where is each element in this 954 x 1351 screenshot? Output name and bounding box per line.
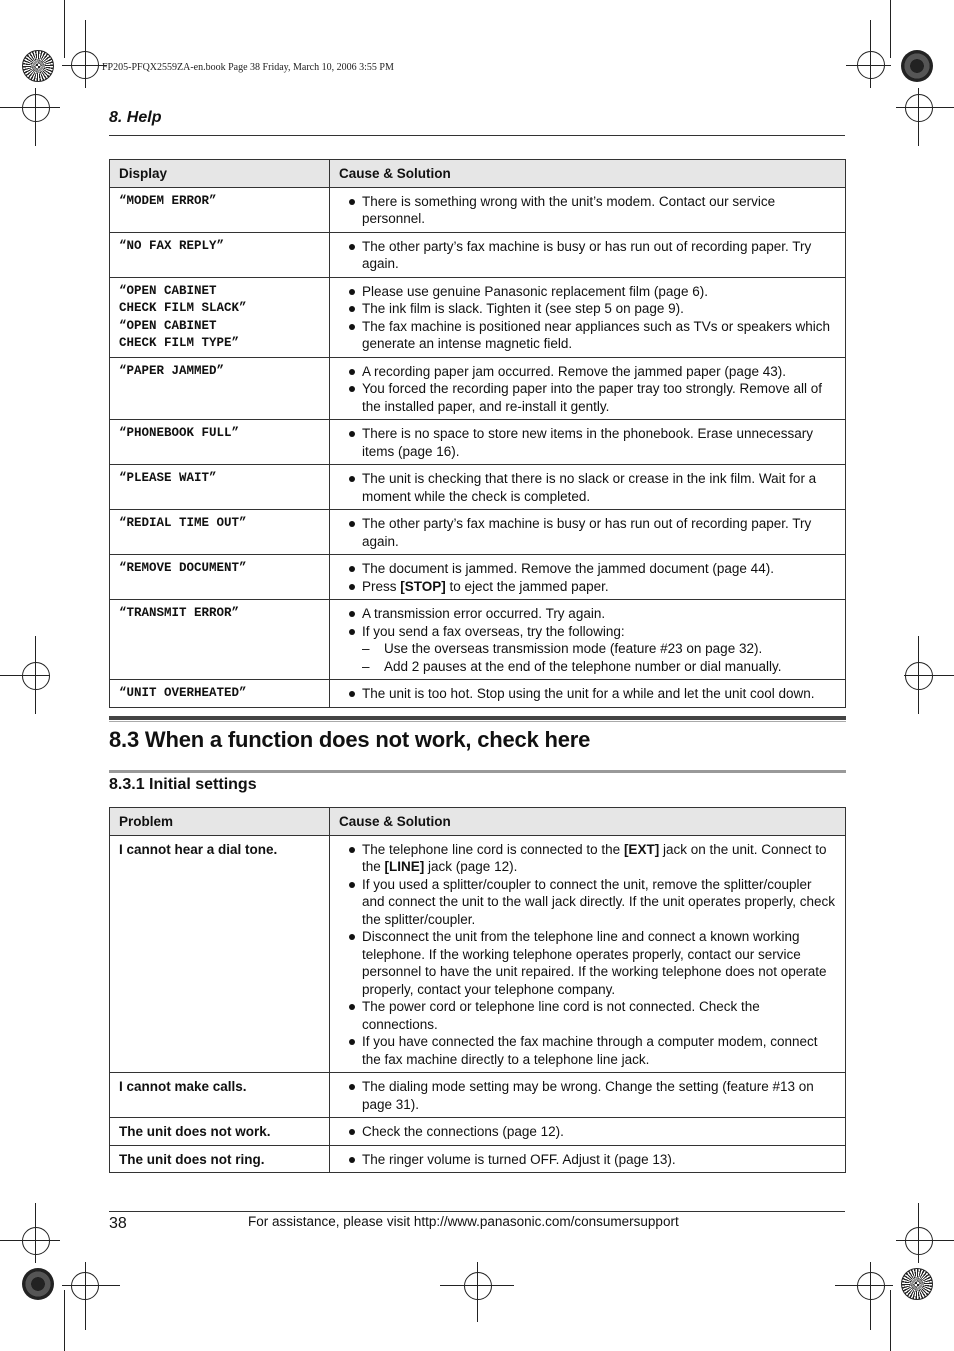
- display-message: “NO FAX REPLY”: [119, 238, 225, 253]
- ext-jack-label: [EXT]: [623, 841, 660, 857]
- troubleshooting-table: [109, 807, 846, 1173]
- table-header-row: [110, 160, 846, 188]
- problem-label: The unit does not work.: [119, 1124, 271, 1139]
- list-item: The dialing mode setting may be wrong. Change the setting (feature #13 on page 31).: [339, 1078, 836, 1113]
- list-item: The ink film is slack. Tighten it (see step 5 on page 9).: [339, 300, 836, 318]
- crosshair-icon: [22, 94, 50, 122]
- list-item: [339, 841, 836, 876]
- crop-mark: [890, 1290, 891, 1351]
- crop-mark: [64, 0, 65, 58]
- table-row: [110, 187, 846, 232]
- problem-label: I cannot make calls.: [119, 1079, 247, 1094]
- registration-mark-icon: [901, 50, 933, 82]
- display-message: “REDIAL TIME OUT”: [119, 516, 247, 530]
- section-divider: [109, 721, 846, 722]
- list-item: The power cord or telephone line cord is not connected. Check the connections.: [339, 998, 836, 1033]
- table-row: [110, 555, 846, 600]
- display-message: “OPEN CABINET: [119, 283, 217, 298]
- list-item: The fax machine is positioned near appliances such as TVs or speakers which generate an intense magnetic field.: [339, 318, 836, 353]
- table-header-row: [110, 808, 846, 836]
- crosshair-icon: [464, 1272, 492, 1300]
- table-row: [110, 465, 846, 510]
- list-item: A transmission error occurred. Try again.: [339, 605, 836, 623]
- registration-mark-icon: [22, 50, 54, 82]
- crosshair-icon: [857, 51, 885, 79]
- table-row: [110, 1145, 846, 1173]
- crosshair-icon: [905, 662, 933, 690]
- table-row: [110, 357, 846, 420]
- divider: [109, 1211, 845, 1212]
- section-divider: [109, 716, 846, 720]
- crosshair-icon: [22, 1227, 50, 1255]
- crop-mark: [64, 1290, 65, 1351]
- display-message: “TRANSMIT ERROR”: [119, 606, 240, 620]
- crosshair-icon: [71, 1272, 99, 1300]
- registration-mark-icon: [22, 1268, 54, 1300]
- list-item: A recording paper jam occurred. Remove the jammed paper (page 43).: [339, 363, 836, 381]
- column-header: Problem: [110, 808, 330, 836]
- table-row: [110, 277, 846, 357]
- list-item: The other party’s fax machine is busy or has run out of recording paper. Try again.: [339, 515, 836, 550]
- book-info: FP205-PFQX2559ZA-en.book Page 38 Friday, March 10, 2006 3:55 PM: [102, 62, 394, 73]
- section-title: 8.3 When a function does not work, check here: [109, 727, 591, 752]
- problem-label: The unit does not ring.: [119, 1151, 265, 1167]
- display-message: “REMOVE DOCUMENT”: [119, 561, 247, 575]
- page-number: 38: [109, 1215, 127, 1232]
- chapter-heading: 8. Help: [109, 109, 162, 126]
- table-row: [110, 510, 846, 555]
- list-item-text: to eject the jammed paper.: [445, 578, 609, 594]
- list-item-text: The telephone line cord is connected to the: [362, 841, 624, 857]
- list-item: If you have connected the fax machine through a computer modem, connect the fax machine directly to a telephone line jack.: [339, 1033, 836, 1068]
- display-message: “PHONEBOOK FULL”: [119, 426, 240, 440]
- list-item: The unit is checking that there is no slack or crease in the ink film. Wait for a moment while the check is completed.: [339, 470, 836, 505]
- display-messages-table: [109, 159, 846, 708]
- display-message: “UNIT OVERHEATED”: [119, 686, 247, 700]
- list-item: You forced the recording paper into the paper tray too strongly. Remove all of the installed paper, and re-install it gently.: [339, 380, 836, 415]
- stop-key-label: [STOP]: [400, 578, 446, 594]
- divider: [109, 135, 845, 136]
- crop-mark: [890, 0, 891, 58]
- list-item-text: jack (page 12).: [424, 859, 518, 874]
- list-item: [339, 578, 836, 596]
- display-message: CHECK FILM SLACK”: [119, 301, 247, 315]
- crosshair-icon: [857, 1272, 885, 1300]
- section-divider: [109, 770, 846, 773]
- table-row: [110, 232, 846, 277]
- display-message: CHECK FILM TYPE”: [119, 336, 240, 350]
- sub-list-item: – Add 2 pauses at the end of the telephone number or dial manually.: [362, 658, 836, 676]
- display-message: “OPEN CABINET: [119, 318, 217, 333]
- display-message: “PAPER JAMMED”: [119, 363, 225, 378]
- table-row: [110, 680, 846, 708]
- list-item: There is no space to store new items in the phonebook. Erase unnecessary items (page 16).: [339, 425, 836, 460]
- table-row: [110, 420, 846, 465]
- list-item: If you used a splitter/coupler to connect the unit, remove the splitter/coupler and connect the unit to the wall jack directly. If the unit operates properly, check the splitter/coupler.: [339, 876, 836, 929]
- registration-mark-icon: [901, 1268, 933, 1300]
- assistance-text: For assistance, please visit http://www.panasonic.com/consumersupport: [248, 1214, 679, 1229]
- table-row: [110, 835, 846, 1073]
- list-item: Disconnect the unit from the telephone line and connect a known working telephone. If the working telephone operates properly, contact our service personnel to have the unit repaired. If the working telephone does not operate properly, contact your telephone company.: [339, 928, 836, 998]
- line-jack-label: [LINE]: [384, 859, 425, 874]
- column-header: Cause & Solution: [330, 808, 846, 836]
- table-row: [110, 600, 846, 680]
- list-item: Check the connections (page 12).: [339, 1123, 836, 1141]
- table-row: [110, 1118, 846, 1146]
- list-item: There is something wrong with the unit’s modem. Contact our service personnel.: [339, 193, 836, 228]
- subsection-title: 8.3.1 Initial settings: [109, 776, 257, 793]
- list-item: If you send a fax overseas, try the following:: [339, 623, 836, 641]
- crosshair-icon: [905, 94, 933, 122]
- column-header: Display: [110, 160, 330, 188]
- list-item-text: jack on the unit. Connect to the: [362, 841, 827, 874]
- table-row: [110, 1073, 846, 1118]
- display-message: “MODEM ERROR”: [119, 193, 217, 208]
- list-item: The document is jammed. Remove the jammed document (page 44).: [339, 560, 836, 578]
- problem-label: I cannot hear a dial tone.: [119, 841, 278, 857]
- list-item: The ringer volume is turned OFF. Adjust it (page 13).: [339, 1151, 836, 1169]
- sub-list-item: – Use the overseas transmission mode (feature #23 on page 32).: [362, 640, 836, 658]
- crosshair-icon: [905, 1227, 933, 1255]
- display-message: “PLEASE WAIT”: [119, 471, 217, 485]
- column-header: Cause & Solution: [330, 160, 846, 188]
- list-item: The unit is too hot. Stop using the unit for a while and let the unit cool down.: [339, 685, 836, 703]
- list-item: Please use genuine Panasonic replacement film (page 6).: [339, 283, 836, 301]
- list-item: The other party’s fax machine is busy or has run out of recording paper. Try again.: [339, 238, 836, 273]
- crosshair-icon: [22, 662, 50, 690]
- crosshair-icon: [71, 51, 99, 79]
- list-item-text: Press: [362, 578, 401, 594]
